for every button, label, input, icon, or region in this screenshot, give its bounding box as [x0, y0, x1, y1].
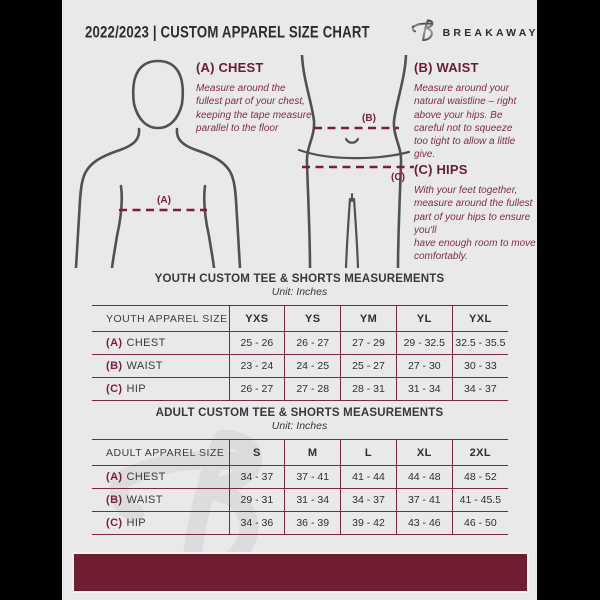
row-label: (C) HIP	[92, 512, 229, 535]
cell: 26 - 27	[285, 332, 341, 355]
cell: 29 - 31	[229, 489, 285, 512]
cell: 44 - 48	[396, 466, 452, 489]
cell: 48 - 52	[452, 466, 508, 489]
hips-instruction-body: With your feet together, measure around the fullest part of your hips to ensure you'll have enough room to move comfortably.	[414, 185, 536, 263]
table-row	[92, 332, 508, 355]
header	[85, 17, 539, 48]
lower-body-outline	[299, 55, 409, 268]
size-chart-flyer	[62, 0, 537, 600]
breakaway-b-logo-icon	[409, 17, 436, 48]
table-row	[92, 489, 508, 512]
chest-instruction-heading: (A) CHEST	[196, 60, 264, 75]
youth-section-head	[62, 273, 537, 298]
size-header: YXL	[452, 306, 508, 332]
row-label: (A) CHEST	[92, 466, 229, 489]
table-row	[92, 512, 508, 535]
row-label: (C) HIP	[92, 378, 229, 401]
adult-section-unit: Unit: Inches	[271, 420, 328, 432]
size-header: L	[341, 440, 397, 466]
youth-section-unit: Unit: Inches	[271, 286, 328, 298]
table-row	[92, 466, 508, 489]
brand	[409, 17, 539, 48]
cell: 46 - 50	[452, 512, 508, 535]
cell: 25 - 27	[341, 355, 397, 378]
cell: 27 - 28	[285, 378, 341, 401]
size-header: YXS	[229, 306, 285, 332]
adult-section-title: ADULT CUSTOM TEE & SHORTS MEASUREMENTS	[155, 407, 444, 419]
hips-line-label: (C)	[391, 172, 405, 183]
adult-size-table	[92, 439, 508, 535]
waist-instruction-heading: (B) WAIST	[414, 60, 479, 75]
row-label: (B) WAIST	[92, 489, 229, 512]
cell: 28 - 31	[341, 378, 397, 401]
table-row	[92, 378, 508, 401]
waist-instruction-body: Measure around your natural waistline – right above your hips. Be careful not to squeeze too tight to allow a little give.	[414, 83, 517, 161]
cell: 37 - 41	[396, 489, 452, 512]
cell: 30 - 33	[452, 355, 508, 378]
size-header: S	[229, 440, 285, 466]
brand-name: BREAKAWAY	[442, 26, 539, 39]
cell: 41 - 44	[341, 466, 397, 489]
youth-header-row	[92, 306, 508, 332]
adult-section-head	[62, 407, 537, 432]
size-header: 2XL	[452, 440, 508, 466]
cell: 34 - 37	[452, 378, 508, 401]
table-row	[92, 355, 508, 378]
cell: 41 - 45.5	[452, 489, 508, 512]
cell: 37 - 41	[285, 466, 341, 489]
footer-bar	[72, 552, 529, 593]
chest-instruction	[196, 60, 312, 135]
cell: 34 - 37	[229, 466, 285, 489]
cell: 27 - 29	[341, 332, 397, 355]
adult-table-label: ADULT APPAREL SIZE	[106, 446, 225, 459]
youth-size-table	[92, 305, 508, 401]
cell: 36 - 39	[285, 512, 341, 535]
size-header: YL	[396, 306, 452, 332]
adult-header-row	[92, 440, 508, 466]
size-header: YS	[285, 306, 341, 332]
cell: 39 - 42	[341, 512, 397, 535]
cell: 31 - 34	[285, 489, 341, 512]
hips-instruction-heading: (C) HIPS	[414, 162, 468, 177]
cell: 34 - 36	[229, 512, 285, 535]
chest-instruction-body: Measure around the fullest part of your chest, keeping the tape measure parallel to the floor	[196, 83, 312, 134]
cell: 25 - 26	[229, 332, 285, 355]
row-label: (A) CHEST	[92, 332, 229, 355]
youth-section-title: YOUTH CUSTOM TEE & SHORTS MEASUREMENTS	[154, 273, 445, 285]
cell: 24 - 25	[285, 355, 341, 378]
size-header: M	[285, 440, 341, 466]
cell: 34 - 37	[341, 489, 397, 512]
chest-line-label: (A)	[157, 195, 171, 206]
youth-table-label: YOUTH APPAREL SIZE	[106, 312, 228, 325]
hips-instruction	[414, 162, 536, 264]
cell: 26 - 27	[229, 378, 285, 401]
page-title: 2022/2023 | CUSTOM APPAREL SIZE CHART	[85, 22, 370, 43]
row-label: (B) WAIST	[92, 355, 229, 378]
cell: 29 - 32.5	[396, 332, 452, 355]
cell: 32.5 - 35.5	[452, 332, 508, 355]
cell: 31 - 34	[396, 378, 452, 401]
cell: 43 - 46	[396, 512, 452, 535]
size-header: XL	[396, 440, 452, 466]
size-header: YM	[341, 306, 397, 332]
cell: 23 - 24	[229, 355, 285, 378]
waist-instruction	[414, 60, 528, 162]
waist-line-label: (B)	[362, 113, 376, 124]
cell: 27 - 30	[396, 355, 452, 378]
